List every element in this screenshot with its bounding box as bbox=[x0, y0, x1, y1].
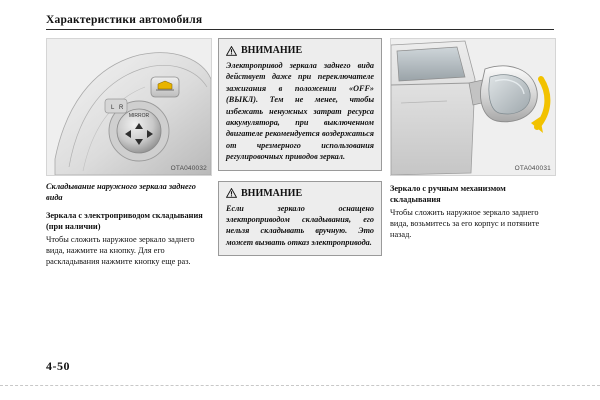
warning-2-body: Если зеркало оснащено электроприводом складывания, его нельзя складывать вручную. Это может вызвать отказ электропривода. bbox=[226, 203, 374, 247]
svg-text:R: R bbox=[119, 105, 124, 111]
page-title: Характеристики автомобиля bbox=[46, 14, 203, 26]
middle-column bbox=[218, 38, 382, 268]
warning-2-title: ВНИМАНИЕ bbox=[241, 187, 303, 199]
left-body-text: Чтобы сложить наружное зеркало заднего вида, нажмите на кнопку. Для его раскладывания нажмите кнопку еще раз. bbox=[46, 235, 195, 267]
header-divider bbox=[46, 29, 554, 30]
right-column bbox=[390, 38, 554, 268]
figure-code: OTA040032 bbox=[170, 165, 207, 172]
page-header bbox=[46, 14, 554, 30]
warning-1-title: ВНИМАНИЕ bbox=[241, 45, 303, 56]
mirror-illustration bbox=[391, 39, 555, 175]
svg-text:MIRROR: MIRROR bbox=[128, 113, 150, 119]
figure-caption: Складывание наружного зеркала заднего вида bbox=[46, 182, 196, 202]
warning-box-2 bbox=[218, 181, 382, 257]
svg-text:L: L bbox=[111, 105, 115, 111]
warning-1-body: Электропривод зеркала заднего вида действует даже при переключателе зажигания в положении «OFF» (ВЫКЛ). Тем не менее, чтобы избежать ненужных затрат ресурса аккумулятора, при выключенном двигателе рекомендуется воздержаться от чрезмерного использования регулировочных приводов зеркал. bbox=[226, 61, 374, 162]
right-subheading: Зеркало с ручным механизмом складывания bbox=[390, 184, 506, 204]
footer-divider bbox=[0, 385, 600, 386]
right-body-text: Чтобы сложить наружное зеркало заднего вида, возьмитесь за его корпус и потяните назад. bbox=[390, 208, 540, 240]
warning-1-heading bbox=[226, 45, 374, 56]
content-columns bbox=[46, 38, 554, 268]
warning-2-heading bbox=[226, 188, 374, 199]
figure-code: OTA040031 bbox=[514, 165, 551, 172]
left-subheading: Зеркала с электроприводом складывания (при наличии) bbox=[46, 211, 203, 231]
mirror-switch-illustration bbox=[47, 39, 211, 175]
mirror-fold-switch-figure bbox=[46, 38, 212, 176]
warning-box-1 bbox=[218, 38, 382, 171]
manual-fold-mirror-figure bbox=[390, 38, 556, 176]
page-footer bbox=[46, 359, 554, 378]
page-number: 4-50 bbox=[46, 359, 70, 373]
warning-triangle-icon bbox=[226, 188, 237, 198]
left-column bbox=[46, 38, 210, 268]
warning-triangle-icon bbox=[226, 46, 237, 56]
